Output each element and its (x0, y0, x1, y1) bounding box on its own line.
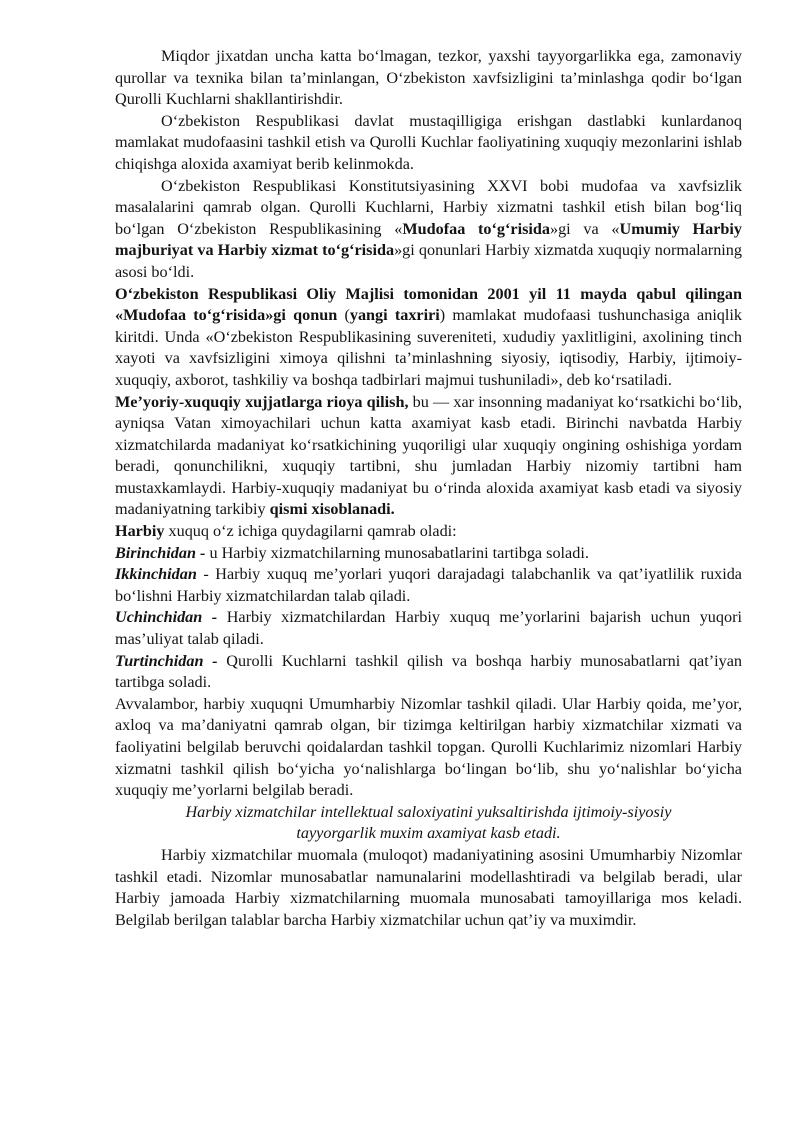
para-6 (115, 521, 742, 543)
text-run: bu — xar insonning madaniyat ko‘rsatkichi bo‘lib, ayniqsa Vatan ximoyachilari uchun katta axamiyat kasb etadi. Birinchi navbatda Harbiy xizmatchilarda madaniyat ko‘rsatkichining yuqoriligi ular xuquqiy ongining oshishiga yordam beradi, qonunchilikni, xuquqiy tartibni, shu jumladan Harbiy nizomiy tartibni ham mustaxkamlaydi. Harbiy-xuquqiy madaniyat bu o‘rinda aloxida axamiyat kasb etadi va siyosiy madaniyatning tarkibiy (115, 392, 742, 519)
text-run: Qurolli Kuchlarni tashkil qilish va boshqa harbiy munosabatlarni qat’iyan tartibga soladi. (115, 651, 742, 692)
emphasis-text: yangi taxriri (349, 306, 440, 325)
emphasis-text: Birinchidan - (115, 543, 206, 562)
emphasis-text: Ikkinchidan (115, 565, 197, 584)
emphasis-text: O‘zbekiston Respublikasi Oliy Majlisi tomonidan 2001 yil 11 mayda qabul qilingan «Mudofaa to‘g‘risida»gi qonun (115, 284, 742, 325)
text-run: Avvalambor, harbiy xuquqni Umumharbiy Nizomlar tashkil qiladi. Ular Harbiy qoida, me’yor, axloq va ma’daniyatni qamrab olgan, bir tizimga keltirilgan harbiy xizmatchilar xizmati va faoliyatini belgilab beruvchi qoidalardan tashkil topgan. Qurolli Kuchlarimiz nizomlari Harbiy xizmatni tashkil qilish bo‘yicha yo‘nalishlarga bo‘lingan bo‘lib, shu yo‘nalishlar bo‘yicha xuquqiy me’yorlarni belgilab beradi. (115, 694, 742, 800)
para-8 (115, 564, 742, 607)
text-run: »gi va « (549, 219, 620, 238)
document-page (115, 46, 742, 931)
para-10 (115, 651, 742, 694)
emphasis-text: qismi xisoblanadi. (269, 500, 395, 519)
text-run: Harbiy xizmatchilardan Harbiy xuquq me’yorlarini bajarish uchun yuqori mas’uliyat talab qiladi. (115, 608, 742, 649)
para-12 (115, 845, 742, 931)
text-run: Harbiy xizmatchilar muomala (muloqot) madaniyatining asosini Umumharbiy Nizomlar tashkil etadi. Nizomlar munosabatlar namunalarini modellashtiradi va belgilab beradi, ular Harbiy jamoada Harbiy xizmatchilarning muomala munosabati tamoyillariga mos keladi. Belgilab berilgan talablar barcha Harbiy xizmatchilar uchun qat’iy va muximdir. (115, 845, 742, 929)
text-run: O‘zbekiston Respublikasi Konstitutsiyasining XXVI bobi mudofaa va xavfsizlik masalalarini qamrab olgan. Qurolli Kuchlarni, Harbiy xizmatni tashkil etish bilan bog‘liq bo‘lgan O‘zbekiston Respublikasining « (115, 176, 742, 238)
para-1 (115, 46, 742, 111)
emphasis-text: Umumiy Harbiy majburiyat va Harbiy xizmat to‘g‘risida (115, 219, 742, 260)
text-run: ( (337, 306, 350, 325)
section-heading (115, 802, 742, 845)
emphasis-text: Mudofaa to‘g‘risida (402, 219, 550, 238)
para-3 (115, 176, 742, 284)
emphasis-text: Uchinchidan - (115, 608, 218, 627)
emphasis-text: Me’yoriy-xuquqiy xujjatlarga rioya qilish, (115, 392, 409, 411)
text-run: O‘zbekiston Respublikasi davlat mustaqilligiga erishgan dastlabki kunlardanoq mamlakat mudofaasini tashkil etish va Qurolli Kuchlar faoliyatining xuquqiy mezonlarini ishlab chiqishga aloxida axamiyat berib kelinmokda. (115, 111, 742, 173)
emphasis-text: Harbiy (115, 522, 165, 541)
text-run: Miqdor jixatdan uncha katta bo‘lmagan, tezkor, yaxshi tayyorgarlikka ega, zamonaviy qurollar va texnika bilan ta’minlangan, O‘zbekiston xavfsizligini ta’minlashga qodir bo‘lgan Qurolli Kuchlarni shakllantirishdir. (115, 47, 742, 109)
text-run: u Harbiy xizmatchilarning munosabatlarini tartibga soladi. (205, 543, 589, 562)
text-run: tayyorgarlik muxim axamiyat kasb etadi. (296, 824, 561, 843)
text-run: Harbiy xizmatchilar intellektual saloxiyatini yuksaltirishda ijtimoiy-siyosiy (185, 802, 672, 821)
text-run: - Harbiy xuquq me’yorlari yuqori darajadagi talabchanlik va qat’iyatlilik ruxida bo‘lishni Harbiy xizmatchilardan talab qiladi. (115, 565, 742, 605)
para-11 (115, 694, 742, 802)
para-9 (115, 607, 742, 650)
para-4 (115, 284, 742, 392)
text-run: ) mamlakat mudofaasi tushunchasiga aniqlik kiritdi. Unda «O‘zbekiston Respublikasining suvereniteti, xududiy yaxlitligini, axolining tinch xayoti va xavfsizligini ximoya qilishni ta’minlashning siyosiy, iqtisodiy, Harbiy, ijtimoiy-xuquqiy, axborot, tashkiliy va boshqa tadbirlari majmui tushuniladi», deb ko‘rsatiladi. (115, 306, 742, 389)
para-7 (115, 543, 742, 565)
para-5 (115, 392, 742, 522)
emphasis-text: Turtinchidan - (115, 651, 218, 670)
text-run: »gi qonunlari Harbiy xizmatda xuquqiy normalarning asosi bo‘ldi. (115, 241, 742, 281)
para-2 (115, 111, 742, 176)
text-run: xuquq o‘z ichiga quydagilarni qamrab oladi: (164, 522, 457, 541)
